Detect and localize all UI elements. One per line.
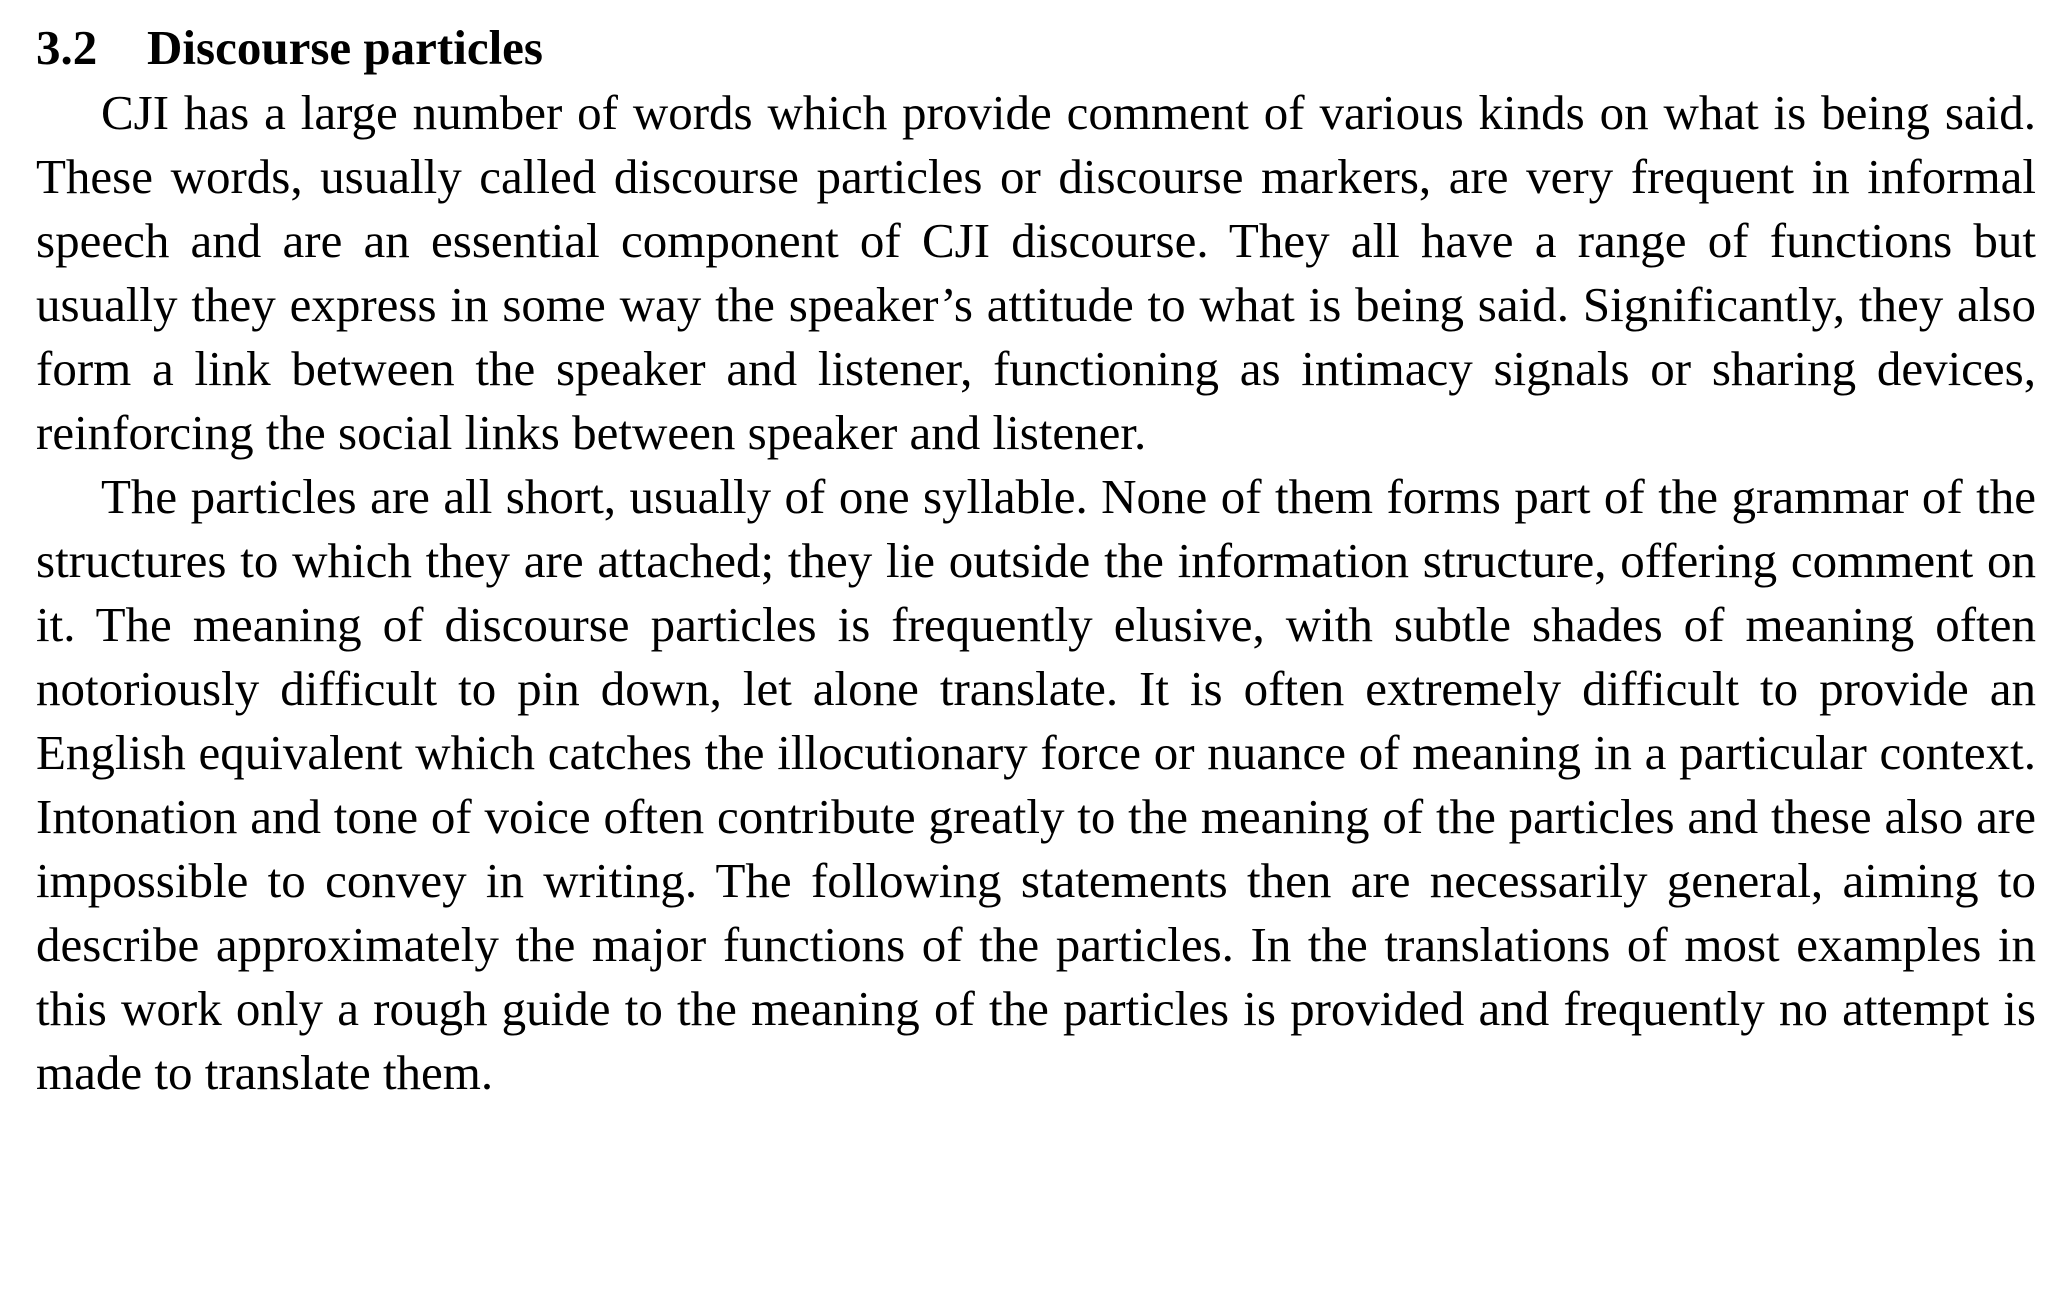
paragraph-intro: CJI has a large number of words which provide comment of various kinds on what is being said. These words, usually called discourse particles or discourse markers, are very frequent in informal speech and are an essential component of CJI discourse. They all have a range of functions but usually they express in some way the speaker’s attitude to what is being said. Significantly, they also form a link between the speaker and listener, functioning as intimacy signals or sharing devices, reinforcing the social links between speaker and listener. <box>36 85 2036 460</box>
paragraph-particles: The particles are all short, usually of one syllable. None of them forms part of the grammar of the structures to which they are attached; they lie outside the information structure, offering comment on it. The meaning of discourse particles is frequently elusive, with subtle shades of meaning often notoriously difficult to pin down, let alone translate. It is often extremely difficult to provide an English equivalent which catches the illocutionary force or nuance of meaning in a particular context. Intonation and tone of voice often contribute greatly to the meaning of the particles and these also are impossible to convey in writing. The following statements then are necessarily general, aiming to describe approximately the major functions of the particles. In the translations of most examples in this work only a rough guide to the meaning of the particles is provided and frequently no attempt is made to translate them. <box>36 469 2036 1100</box>
section-title: Discourse particles <box>147 20 543 75</box>
section-number: 3.2 <box>36 20 98 75</box>
section-heading <box>36 0 2036 80</box>
document-page <box>36 0 2036 1105</box>
